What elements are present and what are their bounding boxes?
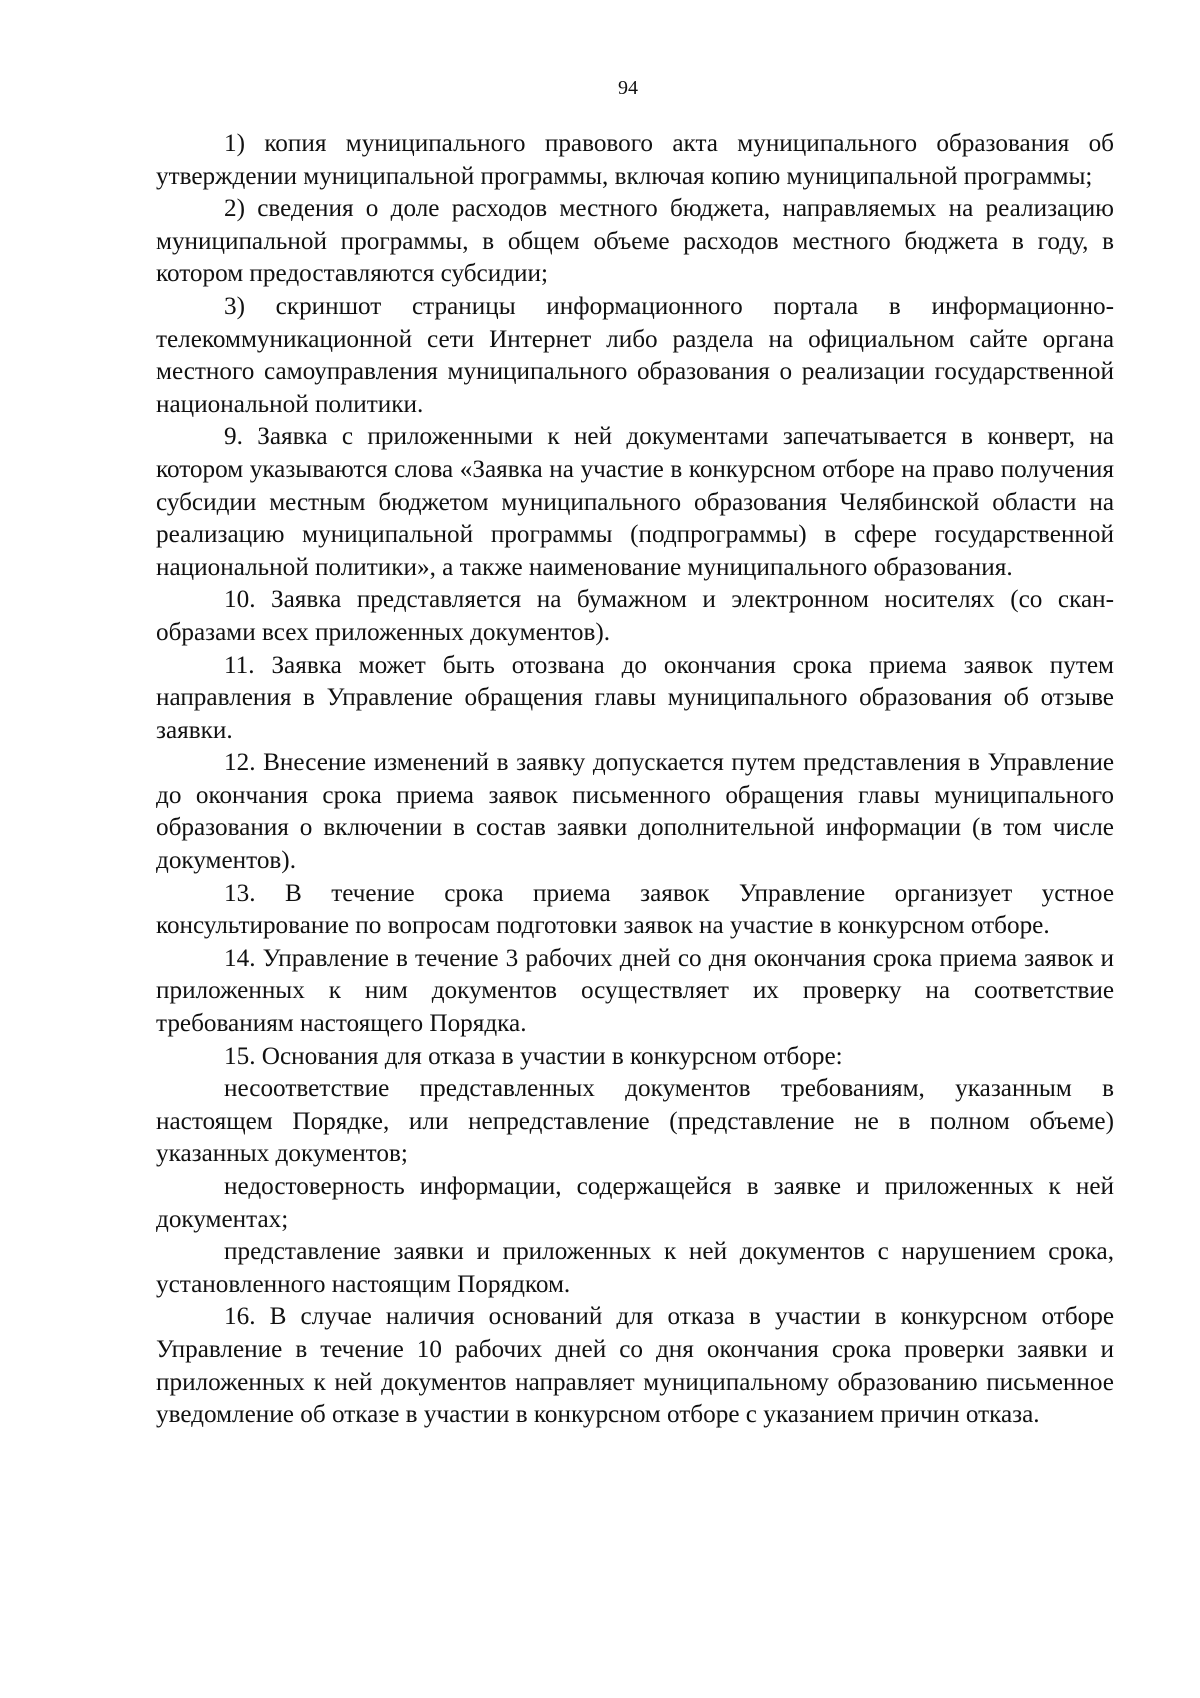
paragraph-section-9: 9. Заявка с приложенными к ней документами запечатывается в конверт, на котором указываются слова «Заявка на участие в конкурсном отборе на право получения субсидии местным бюджетом муниципального образования Челябинской области на реализацию муниципальной программы (подпрограммы) в сфере государственной национальной политики», а также наименование муниципального образования. <box>156 423 1114 581</box>
paragraph-section-14: 14. Управление в течение 3 рабочих дней со дня окончания срока приема заявок и приложенных к ним документов осуществляет их проверку на соответствие требованиям настоящего Порядка. <box>156 944 1114 1038</box>
paragraph-section-16: 16. В случае наличия оснований для отказа в участии в конкурсном отборе Управление в течение 10 рабочих дней со дня окончания срока проверки заявки и приложенных к ней документов направляет муниципальному образованию письменное уведомление об отказе в участии в конкурсном отборе с указанием причин отказа. <box>156 1303 1114 1429</box>
paragraph-item-3: 3) скриншот страницы информационного портала в информационно-телекоммуникационной сети Интернет либо раздела на официальном сайте органа местного самоуправления муниципального образования о реализации государственной национальной политики. <box>156 292 1114 418</box>
paragraph-reason-1: несоответствие представленных документов требованиям, указанным в настоящем Порядке, или непредставление (представление не в полном объеме) указанных документов; <box>156 1075 1114 1168</box>
paragraph-section-10: 10. Заявка представляется на бумажном и электронном носителях (со скан-образами всех приложенных документов). <box>156 586 1114 646</box>
page-number: 94 <box>618 77 638 99</box>
paragraph-reason-2: недостоверность информации, содержащейся в заявке и приложенных к ней документах; <box>156 1173 1114 1233</box>
paragraph-section-15: 15. Основания для отказа в участии в конкурсном отборе: <box>224 1042 843 1070</box>
document-body <box>156 128 1114 1432</box>
paragraph-section-12: 12. Внесение изменений в заявку допускается путем представления в Управление до окончания срока приема заявок письменного обращения главы муниципального образования о включении в состав заявки дополнительной информации (в том числе документов). <box>156 749 1114 875</box>
paragraph-section-11: 11. Заявка может быть отозвана до окончания срока приема заявок путем направления в Управление обращения главы муниципального образования об отзыве заявки. <box>156 651 1114 744</box>
paragraph-item-1: 1) копия муниципального правового акта муниципального образования об утверждении муниципальной программы, включая копию муниципальной программы; <box>156 130 1114 190</box>
paragraph-item-2: 2) сведения о доле расходов местного бюджета, направляемых на реализацию муниципальной программы, в общем объеме расходов местного бюджета в году, в котором предоставляются субсидии; <box>156 195 1114 288</box>
paragraph-reason-3: представление заявки и приложенных к ней документов с нарушением срока, установленного настоящим Порядком. <box>156 1238 1114 1298</box>
paragraph-section-13: 13. В течение срока приема заявок Управление организует устное консультирование по вопросам подготовки заявок на участие в конкурсном отборе. <box>156 879 1114 940</box>
